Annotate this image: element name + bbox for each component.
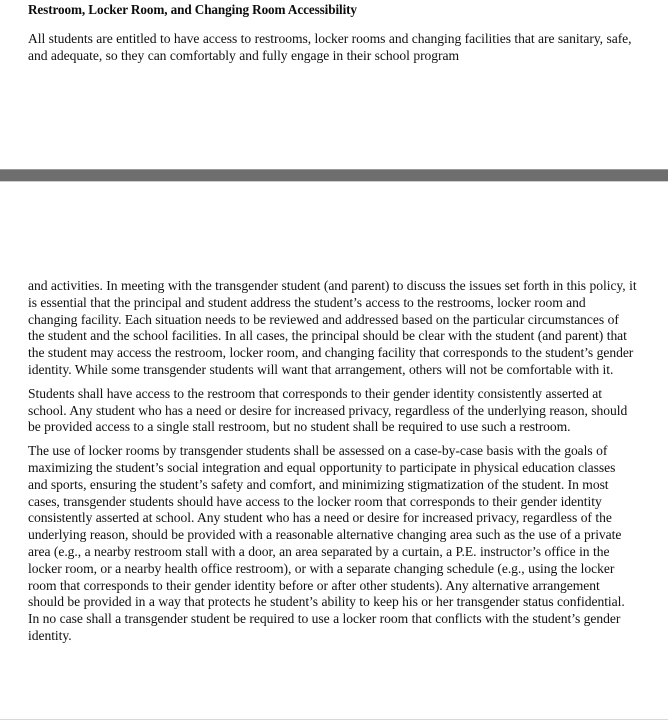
paragraph: The use of locker rooms by transgender students shall be assessed on a case-by-case basis with the goals of maximizing the student’s social integration and equal opportunity to participate in physical education classes and sports, ensuring the student’s safety and comfort, and minimizing stigmatization of the student. In most cases, transgender students should have access to the locker room that corresponds to their gender identity consistently asserted at school. Any student who has a need or desire for increased privacy, regardless of the underlying reason, should be provided with a reasonable alternative changing area such as the use of a private area (e.g., a nearby restroom stall with a door, an area separated by a curtain, a P.E. instructor’s office in the locker room, or a nearby health office restroom), or with a separate changing schedule (e.g., using the locker room that corresponds to their gender identity before or after other students). Any alternative arrangement should be provided in a way that protects he student’s ability to keep his or her transgender status confidential. In no case shall a transgender student be required to use a locker room that conflicts with the student’s gender identity. xyxy=(28,443,625,643)
page-fragment-top xyxy=(0,0,668,169)
page-fragment-bottom xyxy=(0,182,668,720)
paragraph: Students shall have access to the restroom that corresponds to their gender identity consistently asserted at school. Any student who has a need or desire for increased privacy, regardless of the underlying reason, should be provided access to a single stall restroom, but no student shall be required to use such a restroom. xyxy=(28,385,628,435)
paragraph: All students are entitled to have access to restrooms, locker rooms and changing facilities that are sanitary, safe, and adequate, so they can comfortably and fully engage in their school program xyxy=(28,31,632,63)
paragraph: and activities. In meeting with the transgender student (and parent) to discuss the issues set forth in this policy, it is essential that the principal and student address the student’s access to the restrooms, locker room and changing facility. Each situation needs to be reviewed and addressed based on the particular circumstances of the student and the school facilities. In all cases, the principal should be clear with the student (and parent) that the student may access the restroom, locker room, and changing facility that corresponds to the student’s gender identity. While some transgender students will want that arrangement, others will not be comfortable with it. xyxy=(28,278,637,377)
page-title: Restroom, Locker Room, and Changing Room Accessibility xyxy=(28,2,357,17)
page-separator-bar xyxy=(0,169,668,182)
